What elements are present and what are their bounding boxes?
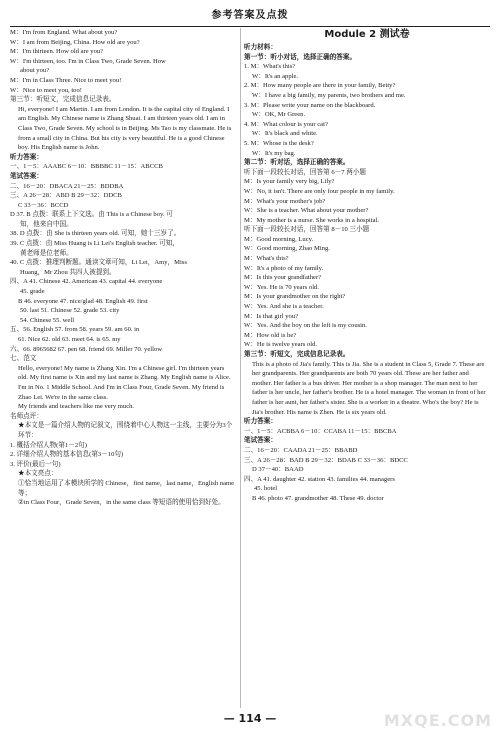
text-line: W：I am from Beijing, China. How old are you?: [10, 38, 140, 46]
text-line: B 46. everyone 47. nice/glad 48. English 49. first: [18, 297, 148, 305]
text-line: 45. hotel: [254, 485, 278, 493]
text-line: W：Yes. He is 70 years old.: [244, 283, 319, 291]
text-line: 50. last 51. Chinese 52. grade 53. city: [20, 307, 120, 315]
text-line: 三、A 26－28：BAD B 29－32：BDAB C 33－36：BDCC: [244, 456, 408, 464]
text-line: 听力材料：: [244, 43, 277, 51]
right-column-lines: [244, 43, 490, 504]
text-line: 38. D 点拨：由 She is thirteen years old. 可知，她十三岁了。: [10, 230, 181, 238]
text-line: M：Is this your grandfather?: [244, 274, 322, 282]
text-line: M：Good morning, Lucy.: [244, 235, 314, 243]
text-line: W：It's a photo of my family.: [244, 264, 324, 272]
text-line: Hi, everyone! I am Martin. I am from London. It is the capital city of England. I am English. My Chinese name is Zhang Shuai. I am thirteen years old. I am in Class Two, Grade Seven. My school is in Beijing. Ms Tao is my classmate. He is from a small city in China. But his city is very beautiful. He is a good Chinese boy. His English name is John.: [18, 105, 232, 152]
text-line: 2. M：How many people are there in your family, Betty?: [244, 82, 396, 90]
text-line: W：It's my bag.: [252, 149, 296, 157]
text-line: 二、16－20：CAADA 21－25：BBABD: [244, 446, 358, 454]
text-line: W：Yes. And she is a teacher.: [244, 303, 324, 311]
text-line: W：She is a teacher. What about your mother?: [244, 207, 369, 215]
text-line: 54. Chinese 55. well: [20, 316, 75, 324]
text-line: 第一节：听小对话，选择正确的答案。: [244, 52, 357, 61]
text-line: 二、16－20：DBACA 21－25：BDDBA: [10, 182, 124, 190]
text-line: 名师点评：: [10, 412, 43, 420]
text-line: 五、56. English 57. from 58. years 59. am 60. in: [10, 326, 140, 334]
text-line: 4. M：What colour is your cat?: [244, 120, 328, 128]
watermark: MXQE.COM: [383, 711, 492, 730]
text-line: 听力答案：: [244, 417, 277, 426]
text-line: 39. C 点拨：由 Miss Huang is Li Lei's English teacher. 可知，: [10, 240, 179, 248]
text-line: 3. 评价(最后一句): [10, 460, 61, 468]
text-line: 3. M：Please write your name on the blackboard.: [244, 101, 376, 109]
text-line: 一、1－5：AAABC 6－10：BBBBC 11－15：ABCCB: [10, 163, 163, 171]
text-line: M：My mother is a nurse. She works in a hospital.: [244, 216, 379, 224]
text-line: 四、A 41. Chinese 42. American 43. capital 44. everyone: [10, 278, 163, 286]
text-line: W：Nice to meet you, too!: [10, 86, 82, 94]
column-divider: [240, 28, 241, 708]
text-line: 黄老师是位老师。: [20, 249, 73, 257]
text-line: ★本文是一篇介绍人物的记叙文，围绕着中心人物这一主线，主要分为3个环节：: [18, 422, 233, 439]
text-line: W：Good morning, Zhao Ming.: [244, 245, 330, 253]
text-line: This is a photo of Jia's family. This is Jia. She is a student in Class 5, Grade 7. These are her grandparents. Her grandparents are both 70 years old. These are her father and mother. Her father is a bus driver. Her mother is a shop manager. The man next to her father is her uncle, her father's brother. He is a hotel manager. The woman in front of her father is her aunt, her father's sister. She is a worker in a theatre. Who's the boy? He is Jia's brother. His name is Zhen. He is six years old.: [252, 360, 486, 416]
text-line: M：I'm from England. What about you?: [10, 29, 118, 36]
text-line: W：It's an apple.: [252, 72, 299, 80]
text-line: 1. M：What's this?: [244, 63, 296, 71]
text-line: B 46. photo 47. grandmother 48. These 49. doctor: [252, 494, 384, 502]
text-line: Huang，Mr Zhou 共四人被提到。: [20, 268, 116, 276]
text-line: M：Is your family very big, Lily?: [244, 178, 335, 186]
text-line: M：How old is he?: [244, 331, 297, 339]
text-line: 笔试答案：: [244, 436, 277, 445]
right-column: [244, 28, 490, 504]
text-line: 61. Nice 62. old 63. meet 64. is 65. my: [18, 336, 121, 343]
text-line: 第二节：听对话，选择正确的答案。: [244, 158, 350, 167]
text-line: W：I have a big family, my parents, two brothers and me.: [252, 91, 406, 99]
text-line: 笔试答案：: [10, 171, 43, 180]
text-line: W：It's black and white.: [252, 130, 318, 138]
text-line: W：I'm thirteen, too. I'm in Class Two, Grade Seven. How: [10, 57, 166, 65]
text-line: W：Yes. And the boy on the left is my cousin.: [244, 322, 367, 330]
text-line: M：Is your grandmother on the right?: [244, 293, 346, 301]
text-line: M：I'm thirteen. How old are you?: [10, 48, 104, 56]
text-line: M：What's your mother's job?: [244, 197, 326, 205]
text-line: 一、1－5：ACBBA 6－10：CCABA 11－15：BBCBA: [244, 427, 397, 435]
text-line: M：What's this?: [244, 255, 289, 263]
text-line: 第三节：听短文，完成信息记录表。: [244, 350, 350, 358]
text-line: D 37－40：BAAD: [252, 466, 304, 474]
text-line: 5. M：Whose is the desk?: [244, 139, 314, 147]
text-line: ②in Class Four，Grade Seven，in the same class 等短语的使用恰到好处。: [18, 499, 225, 507]
text-line: M：I'm in Class Three. Nice to meet you!: [10, 76, 122, 84]
text-line: 听下面一段较长对话，回答第 8－10 三小题: [244, 226, 370, 234]
text-line: about you?: [20, 67, 50, 75]
page-header: [10, 6, 490, 27]
page-number: — 114 —: [223, 712, 277, 725]
text-line: 三、A 26－28：ABD B 29－32：DDCB: [10, 192, 122, 200]
text-line: 第三节：听短文，完成信息记录表。: [10, 95, 116, 104]
header-title: 参考答案及点拨: [211, 10, 289, 21]
text-line: W：No, it isn't. There are only four people in my family.: [244, 187, 395, 195]
text-line: 2. 详细介绍人物的基本信息(第3－10句): [10, 451, 124, 459]
text-line: 六、66. 8965682 67. pen 68. friend 69. Miller 70. yellow: [10, 345, 163, 353]
text-line: 听力答案：: [10, 152, 43, 161]
left-column: [10, 28, 236, 508]
text-line: W：He is twelve years old.: [244, 341, 318, 349]
text-line: D 37. B 点拨：联系上下文选。由 This is a Chinese boy. 可: [10, 211, 173, 219]
text-line: C 33－36：BCCD: [18, 201, 69, 209]
text-line: 1. 概括介绍人物(第1－2句): [10, 441, 87, 449]
text-line: 40. C 点拨：推理判断题。通读文章可知，Li Lei，Amy，Miss: [10, 259, 187, 267]
text-line: 七、范文: [10, 355, 37, 363]
text-line: 四、A 41. daughter 42. station 43. families 44. managers: [244, 475, 395, 483]
text-line: My friends and teachers like me very much.: [18, 403, 135, 411]
text-line: ★本文亮点：: [18, 470, 58, 478]
text-line: W：OK, Mr Green.: [252, 111, 306, 119]
text-line: 知，他来自中国。: [20, 220, 73, 228]
text-line: ①恰当地运用了本模块所学的 Chinese，first name，last name，English name 等；: [18, 479, 235, 497]
module-title: Module 2 测试卷: [324, 29, 410, 40]
text-line: 45. grade: [20, 288, 45, 296]
text-line: M：Is that girl you?: [244, 312, 299, 320]
text-line: Hello, everyone! My name is Zhang Xin. I'm a Chinese girl. I'm thirteen years old. My first name is Xin and my last name is Zhang. My English name is Alice. I'm in No. 1 Middle School. And I'm in Class Four, Grade Seven. My friend is Zhao Lei. We're in the same class.: [18, 364, 231, 401]
text-line: 听下面一段较长对话，回答第 6－7 两小题: [244, 168, 366, 176]
